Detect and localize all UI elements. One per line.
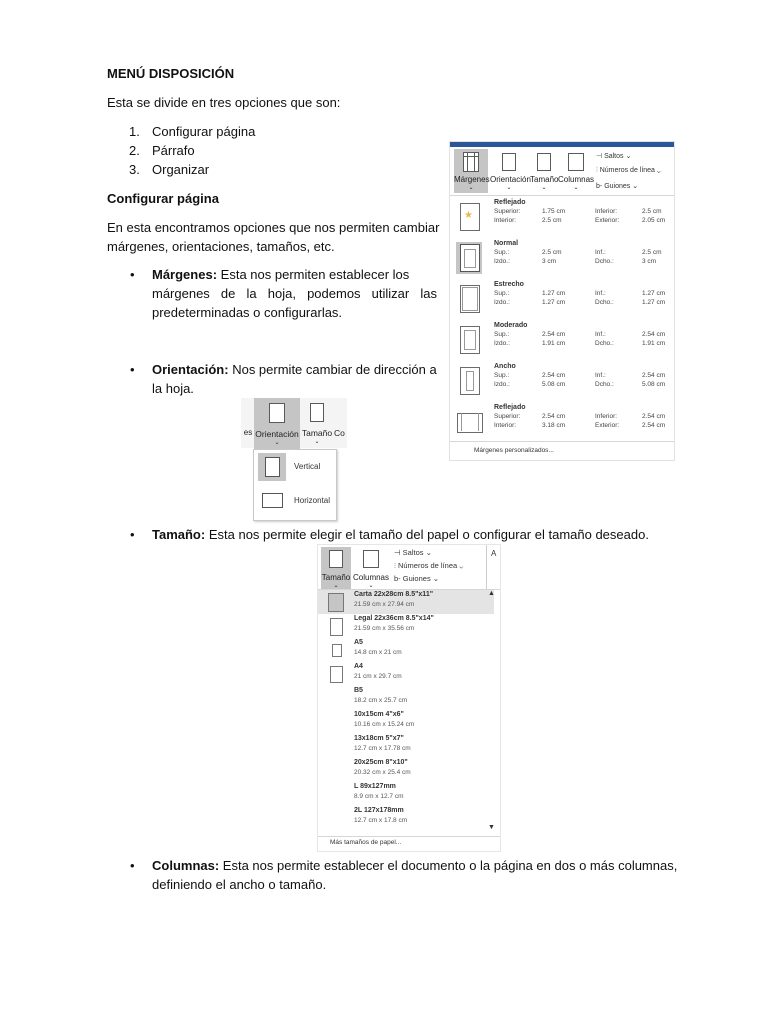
bullet-dot: •	[130, 267, 135, 282]
list-item	[129, 160, 140, 179]
option-dim: 14.8 cm x 21 cm	[354, 649, 402, 656]
orientation-option-horizontal[interactable]	[256, 486, 334, 516]
bullet-label: Márgenes:	[152, 267, 218, 282]
numeros-linea-button[interactable]: ⫶ Números de línea ⌄	[596, 167, 661, 174]
bullet-tamano	[152, 525, 649, 544]
option-dim: 20.32 cm x 25.4 cm	[354, 769, 411, 776]
option-dim: 21 cm x 29.7 cm	[354, 673, 402, 680]
option-title: A4	[354, 663, 363, 670]
margin-option-ancho[interactable]	[450, 361, 672, 401]
star-icon: ★	[464, 210, 473, 221]
option-dim: 12.7 cm x 17.8 cm	[354, 817, 408, 824]
button-label: Tamaño	[301, 428, 333, 438]
chevron-down-icon: ⌄	[333, 583, 339, 589]
option-dim: 21.59 cm x 27.94 cm	[354, 601, 415, 608]
option-dim: 10.16 cm x 15.24 cm	[354, 721, 415, 728]
option-value: 2.54 cm	[642, 422, 666, 429]
size-option-legal[interactable]	[318, 614, 494, 638]
option-value: 2.54 cm	[642, 372, 666, 379]
intro-text: Esta se divide en tres opciones que son:	[107, 95, 341, 110]
bullet-columnas	[152, 856, 677, 875]
page-icon	[330, 618, 343, 636]
option-title: 2L 127x178mm	[354, 807, 404, 814]
margin-option-reflejado[interactable]	[450, 197, 672, 237]
size-option-a5[interactable]	[318, 638, 494, 662]
option-value: 2.54 cm	[642, 331, 666, 338]
button-label: Orientación	[255, 429, 299, 439]
button-label: Tamaño	[321, 573, 351, 582]
option-label: Sup.:	[494, 290, 510, 297]
option-value: 2.54 cm	[542, 331, 566, 338]
bullet-dot: •	[130, 362, 135, 377]
more-sizes-link[interactable]: Más tamaños de papel...	[330, 839, 402, 846]
option-label: Inf.:	[595, 331, 606, 338]
margin-thumb	[456, 201, 482, 233]
size-screenshot	[317, 544, 501, 852]
tamano-button[interactable]	[530, 149, 558, 193]
orientation-screenshot	[241, 398, 347, 524]
option-label: Dcho.:	[595, 258, 614, 265]
button-label: Orientación	[490, 175, 531, 184]
bullet-dot: •	[130, 858, 135, 873]
line-numbers-icon: ⫶	[394, 561, 396, 570]
breaks-icon: ⊣	[394, 548, 401, 557]
saltos-label: Saltos	[402, 548, 424, 557]
option-label: Dcho.:	[595, 340, 614, 347]
option-title: Estrecho	[494, 281, 524, 288]
option-title: 10x15cm 4"x6"	[354, 711, 404, 718]
option-title: Ancho	[494, 363, 516, 370]
option-dim: 18.2 cm x 25.7 cm	[354, 697, 408, 704]
size-option-a4[interactable]	[318, 662, 494, 686]
option-title: Legal 22x36cm 8.5"x14"	[354, 615, 434, 622]
option-value: 3 cm	[542, 258, 557, 265]
list-item	[129, 122, 140, 141]
bullet-text: Esta nos permite establecer el documento o la página en dos o más columnas,	[222, 858, 678, 873]
option-value: 3 cm	[642, 258, 657, 265]
scroll-down-icon[interactable]: ▼	[488, 824, 495, 831]
columnas-button[interactable]	[352, 547, 390, 589]
list-item-text: Párrafo	[152, 143, 195, 158]
hyphenation-icon: b-	[394, 574, 401, 583]
option-value: 1.91 cm	[542, 340, 566, 347]
option-dim: 21.59 cm x 35.56 cm	[354, 625, 415, 632]
option-title: Carta 22x28cm 8.5"x11"	[354, 591, 434, 598]
bullet-label: Orientación:	[152, 362, 229, 377]
saltos-button[interactable]: ⊣ Saltos ⌄	[394, 548, 432, 557]
orientation-option-vertical[interactable]	[256, 452, 334, 482]
option-label: Izdo.:	[494, 258, 510, 265]
size-list	[318, 590, 500, 835]
bullet-text: Esta nos permiten establecer los	[220, 267, 410, 282]
bullet-text: márgenes de la hoja, podemos utilizar las	[152, 286, 437, 301]
list-number: 2.	[129, 143, 140, 158]
bullet-text: definiendo el ancho o tamaño.	[152, 877, 327, 892]
option-value: 5.08 cm	[542, 381, 566, 388]
chevron-down-icon: ⌄	[573, 185, 579, 191]
list-item-text: Organizar	[152, 162, 210, 177]
option-title: Normal	[494, 240, 519, 247]
numeros-linea-button[interactable]: ⫶ Números de línea ⌄	[394, 561, 464, 570]
margin-thumb	[456, 365, 482, 397]
option-title: Reflejado	[494, 199, 526, 206]
chevron-down-icon: ⌄	[506, 185, 512, 191]
option-label: Inf.:	[595, 290, 606, 297]
orientation-dropdown	[253, 449, 337, 521]
option-value: 2.5 cm	[542, 217, 562, 224]
margin-option-estrecho[interactable]	[450, 279, 672, 319]
option-title: 20x25cm 8"x10"	[354, 759, 408, 766]
option-value: 2.5 cm	[642, 249, 662, 256]
option-dim: 8.9 cm x 12.7 cm	[354, 793, 404, 800]
option-label: Inferior:	[595, 208, 618, 215]
margin-thumb	[456, 283, 482, 315]
scroll-up-icon[interactable]: ▲	[488, 590, 495, 597]
section-text: márgenes, orientaciones, tamaños, etc.	[107, 239, 335, 254]
option-value: 5.08 cm	[642, 381, 666, 388]
ribbon-bar	[450, 142, 674, 147]
margin-option-moderado[interactable]	[450, 320, 672, 360]
guiones-label: Guiones	[604, 183, 631, 190]
margin-thumb	[456, 324, 482, 356]
section-text: En esta encontramos opciones que nos permiten cambiar	[107, 220, 440, 235]
list-item	[129, 141, 140, 160]
option-title: B5	[354, 687, 363, 694]
bullet-text: predeterminadas o configurarlas.	[152, 305, 343, 320]
option-value: 1.27 cm	[642, 299, 666, 306]
margins-screenshot	[449, 141, 675, 461]
margin-option-normal[interactable]	[450, 238, 672, 278]
page-icon	[332, 644, 342, 657]
orientacion-button[interactable]	[490, 149, 531, 193]
option-label: Vertical	[294, 462, 321, 471]
button-label: Tamaño	[530, 175, 559, 184]
line-numbers-icon: ⫶	[596, 167, 598, 174]
option-value: 1.91 cm	[642, 340, 666, 347]
option-title: 13x18cm 5"x7"	[354, 735, 404, 742]
size-option-l[interactable]	[318, 782, 494, 806]
bullet-orientacion	[152, 360, 437, 379]
tamano-button[interactable]	[301, 398, 333, 450]
option-title: L 89x127mm	[354, 783, 396, 790]
list-number: 3.	[129, 162, 140, 177]
columnas-button[interactable]	[558, 149, 594, 193]
option-label: Izdo.:	[494, 381, 510, 388]
chevron-down-icon: ⌄	[274, 440, 280, 446]
option-label: Interior:	[494, 422, 517, 429]
custom-margins-link[interactable]: Márgenes personalizados...	[474, 447, 554, 454]
breaks-icon: ⊣	[596, 153, 603, 160]
page-icon	[328, 593, 344, 612]
page-icon	[330, 666, 343, 683]
cut-label: A	[491, 549, 497, 558]
saltos-label: Saltos	[604, 153, 624, 160]
margin-thumb	[456, 406, 482, 438]
list-item-text: Configurar página	[152, 124, 256, 139]
option-value: 2.05 cm	[642, 217, 666, 224]
button-label: Columnas	[352, 573, 389, 582]
option-label: Sup.:	[494, 331, 510, 338]
portrait-icon	[258, 453, 286, 481]
option-value: 1.27 cm	[542, 290, 566, 297]
bullet-text: Nos permite cambiar de dirección a	[232, 362, 437, 377]
hyphenation-icon: b-	[596, 183, 603, 190]
guiones-label: Guiones	[402, 574, 431, 583]
option-label: Izdo.:	[494, 340, 510, 347]
cut-label: es	[243, 428, 253, 437]
size-option-2l[interactable]	[318, 806, 494, 830]
bullet-dot: •	[130, 527, 135, 542]
option-value: 1.27 cm	[642, 290, 666, 297]
bullet-text: la hoja.	[152, 381, 194, 396]
option-label: Sup.:	[494, 372, 510, 379]
guiones-button[interactable]: b- Guiones ⌄	[394, 574, 440, 583]
size-option-b5[interactable]	[318, 686, 494, 710]
option-label: Inferior:	[595, 413, 618, 420]
option-label: Exterior:	[595, 422, 620, 429]
option-label: Sup.:	[494, 249, 510, 256]
numeros-linea-label: Números de línea	[599, 167, 655, 174]
columnas-button[interactable]	[334, 398, 347, 450]
size-option-13x18[interactable]	[318, 734, 494, 758]
section-title: Configurar página	[107, 191, 219, 206]
option-label: Superior:	[494, 413, 521, 420]
option-label: Interior:	[494, 217, 517, 224]
bullet-label: Tamaño:	[152, 527, 206, 542]
size-option-carta[interactable]	[318, 590, 494, 614]
margenes-button[interactable]	[454, 149, 488, 193]
tamano-button[interactable]	[321, 547, 351, 589]
button-label: Columnas	[558, 175, 595, 184]
button-label: Márgenes	[454, 175, 490, 184]
option-value: 2.54 cm	[542, 413, 566, 420]
size-option-10x15[interactable]	[318, 710, 494, 734]
option-value: 2.54 cm	[642, 413, 666, 420]
size-option-20x25[interactable]	[318, 758, 494, 782]
option-value: 2.5 cm	[642, 208, 662, 215]
option-title: Reflejado	[494, 404, 526, 411]
bullet-margenes	[152, 265, 437, 284]
orientacion-button[interactable]	[254, 398, 300, 450]
chevron-down-icon: ⌄	[314, 439, 320, 445]
saltos-button[interactable]: ⊣ Saltos ⌄	[596, 153, 632, 160]
option-value: 2.54 cm	[542, 372, 566, 379]
margin-option-reflejado-2[interactable]	[450, 402, 672, 442]
option-label: Dcho.:	[595, 381, 614, 388]
option-value: 1.75 cm	[542, 208, 566, 215]
chevron-down-icon: ⌄	[468, 185, 474, 191]
option-label: Dcho.:	[595, 299, 614, 306]
option-title: A5	[354, 639, 363, 646]
guiones-button[interactable]: b- Guiones ⌄	[596, 183, 639, 190]
option-title: Moderado	[494, 322, 528, 329]
bullet-label: Columnas:	[152, 858, 220, 873]
option-dim: 12.7 cm x 17.78 cm	[354, 745, 411, 752]
option-label: Horizontal	[294, 496, 331, 505]
option-label: Izdo.:	[494, 299, 510, 306]
option-value: 2.5 cm	[542, 249, 562, 256]
bullet-text: Esta nos permite elegir el tamaño del papel o configurar el tamaño deseado.	[208, 527, 649, 542]
chevron-down-icon: ⌄	[541, 185, 547, 191]
page-heading: MENÚ DISPOSICIÓN	[107, 66, 235, 81]
chevron-down-icon: ⌄	[368, 583, 374, 589]
option-label: Exterior:	[595, 217, 620, 224]
option-value: 1.27 cm	[542, 299, 566, 306]
option-value: 3.18 cm	[542, 422, 566, 429]
option-label: Inf.:	[595, 372, 606, 379]
option-label: Superior:	[494, 208, 521, 215]
margin-thumb	[456, 242, 482, 274]
scrollbar[interactable]	[486, 590, 498, 835]
landscape-icon	[258, 487, 286, 515]
option-label: Inf.:	[595, 249, 606, 256]
button-label: Co	[334, 428, 345, 438]
list-number: 1.	[129, 124, 140, 139]
numeros-linea-label: Números de línea	[397, 561, 458, 570]
